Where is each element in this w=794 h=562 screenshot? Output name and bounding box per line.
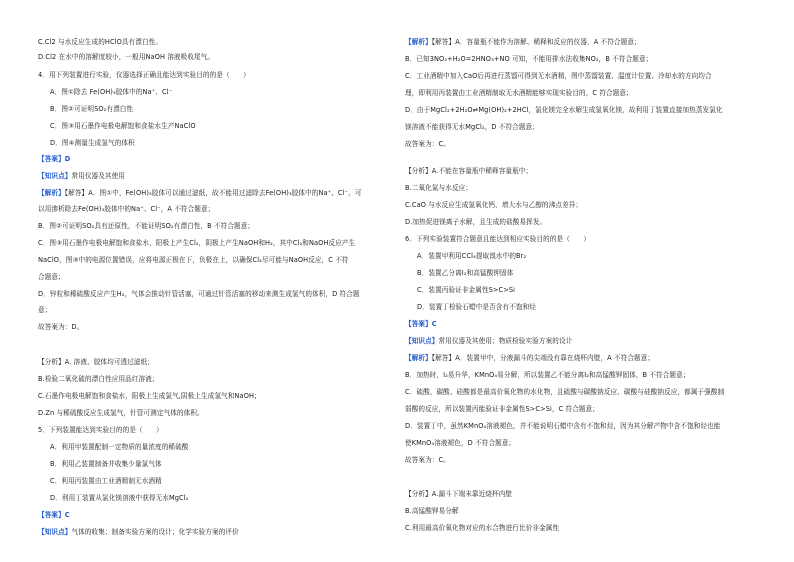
text-line [405, 490, 512, 499]
text-line [405, 123, 539, 132]
line-text: D．由于MgCl₂+2H₂O⇌Mg(OH)₂+2HCl，氯化镁完全水解生成氢氧化镁，故利用丁装置直接加热蒸发氯化 [405, 106, 723, 114]
text-line [405, 422, 721, 431]
text-line [38, 38, 162, 47]
line-text: B．图②可证明SO₂具有还原性，不能证明SO₂有漂白性，B 不符合题意； [38, 222, 255, 230]
text-line [405, 72, 712, 81]
line-text: 常用仪器及其使用；物质检验实验方案的设计 [438, 337, 573, 345]
text-line [405, 320, 437, 329]
text-line [50, 122, 196, 131]
text-line [38, 392, 261, 401]
line-text: A．图①除去 Fe(OH)₃胶体中的Na⁺、Cl⁻ [50, 88, 173, 96]
line-text: 4．用下列装置进行实验，仪器选择正确且能达到实验目的的是（ ） [38, 71, 250, 79]
line-text: D.Cl2 在水中的溶解度较小，一般用NaOH 溶液吸收尾气。 [38, 53, 215, 61]
line-text: C．硫酸、碳酸、硅酸都是最高价氧化物的水化物，且硫酸与碳酸钠反应、碳酸与硅酸钠反应，都属于强酸制 [405, 388, 725, 396]
text-line [405, 337, 572, 346]
line-text: C.CaO 与水反应生成氢氧化钙，增大水与乙醇的沸点差异； [405, 201, 583, 209]
text-line [50, 494, 188, 503]
text-line [417, 286, 515, 295]
line-text: D．利用丁装置从氯化镁溶液中获得无水MgCl₂ [50, 494, 189, 502]
line-text: 意； [38, 306, 52, 314]
text-line [50, 139, 135, 148]
text-line [38, 239, 355, 248]
text-line [405, 354, 654, 363]
text-line [405, 405, 599, 414]
line-text: 合题意； [38, 273, 65, 281]
line-text: 故答案为：C。 [405, 456, 450, 464]
text-line [50, 105, 133, 114]
line-text: 理，即利用丙装置由工业酒精制取无水酒精能够实现实验目的，C 符合题意； [405, 89, 633, 97]
line-text: 【分析】A.不能在容量瓶中稀释容量瓶中； [405, 167, 533, 175]
text-line [417, 252, 526, 261]
line-text: 故答案为：C。 [405, 140, 450, 148]
line-text: 镁溶液不能获得无水MgCl₂，D 不符合题意； [405, 123, 539, 131]
line-text: D．装置丁检验石蜡中是否含有不饱和烃 [417, 303, 536, 311]
line-text: A．利用甲装置配制一定物质的量浓度的稀硫酸 [50, 443, 189, 451]
text-line [405, 218, 546, 227]
line-text: 弱酸的反应，所以装置丙能验证非金属性S>C>Si，C 符合题意； [405, 405, 600, 413]
line-text: C [431, 320, 437, 328]
text-line [405, 184, 472, 193]
line-text: 以用渗析除去Fe(OH)₃胶体中的Na⁺、Cl⁻，A 不符合题意； [38, 205, 215, 213]
section-tag: 【答案】 [38, 155, 65, 163]
text-line [405, 439, 515, 448]
section-tag: 【答案】 [405, 320, 432, 328]
line-text: 【分析】A.漏斗下端未靠近烧杯内壁 [405, 490, 513, 498]
line-text: B．图②可证明SO₂有漂白性 [50, 105, 134, 113]
line-text: C.石墨作电极电解饱和食盐水，阳极上生成氯气,阴极上生成氢气和NaOH； [38, 392, 261, 400]
text-line [405, 371, 690, 380]
text-line [38, 306, 51, 315]
text-line [405, 38, 641, 47]
text-line [405, 89, 633, 98]
line-text: 【解答】A．容量瓶不能作为溶解、稀释和反应的仪器，A 不符合题意； [431, 38, 641, 46]
text-line [405, 140, 450, 149]
section-tag: 【解析】 [405, 354, 432, 362]
text-line [38, 375, 159, 384]
line-text: 【解答】A．图①中，Fe(OH)₃胶体可以通过滤纸，故不能用过滤除去Fe(OH)₃胶体中的Na⁺、Cl⁻，可 [64, 189, 362, 197]
line-text: A．装置甲利用CCl₄提取溴水中的Br₂ [417, 252, 527, 260]
line-text: D．图④测量生成氢气的体积 [50, 139, 135, 147]
text-line [38, 71, 250, 80]
section-tag: 【解析】 [405, 38, 432, 46]
text-line [50, 460, 162, 469]
text-line [405, 106, 723, 115]
text-line [38, 205, 214, 214]
text-line [50, 88, 172, 97]
text-line [38, 511, 70, 520]
text-line [38, 256, 349, 265]
text-line [38, 155, 70, 164]
line-text: B．利用乙装置制备并收集少量氯气体 [50, 460, 162, 468]
line-text: 5．下列装置能达到实验目的的是（ ） [38, 426, 163, 434]
line-text: 故答案为：D。 [38, 323, 84, 331]
text-line [38, 426, 163, 435]
line-text: 6．下列实验装置符合题意且能达到相应实验目的的是（ ） [405, 235, 591, 243]
line-text: C [64, 511, 70, 519]
line-text: C．装置丙验证非金属性S>C>Si [417, 286, 516, 294]
text-line [38, 290, 360, 299]
text-line [405, 388, 724, 397]
line-text: D．锌粒和稀硫酸反应产生H₂，气体会推动针管活塞，可通过针管活塞的移动来测生成氢气的体积，D 符合题 [38, 290, 360, 298]
text-line [38, 528, 239, 537]
line-text: C．图③用石墨作电极电解饱和食盐水，阳极上产生Cl₂，阴极上产生NaOH和H₂，其中Cl₂和NaOH反应产生 [38, 239, 356, 247]
text-line [405, 507, 459, 516]
text-line [38, 189, 362, 198]
line-text: B．加热时，I₂易升华，KMnO₄易分解，所以装置乙不能分离I₂和高锰酸钾固体，B 不符合题意； [405, 371, 690, 379]
line-text: B．已知3NO₂+H₂O=2HNO₃+NO 可知，不能用排水法收集NO₂，B 不符合题意； [405, 55, 653, 63]
line-text: C．工业酒精中加入CaO后再进行蒸馏可得到无水酒精，图中蒸馏装置、温度计位置、冷却水的方向均合 [405, 72, 712, 80]
line-text: 常用仪器及其使用 [71, 172, 126, 180]
line-text: D．装置丁中，虽然KMnO₄溶液褪色，并不能说明石蜡中含有不饱和烃，因为其分解产物中含不饱和烃也能 [405, 422, 721, 430]
section-tag: 【答案】 [38, 511, 65, 519]
text-line [38, 172, 125, 181]
line-text: B．装置乙分离I₂和高锰酸钾固体 [417, 269, 514, 277]
section-tag: 【知识点】 [405, 337, 439, 345]
text-line [417, 303, 536, 312]
line-text: 使KMnO₄溶液褪色，D 不符合题意； [405, 439, 516, 447]
line-text: 气体的收集；制备实验方案的设计；化学实验方案的评价 [71, 528, 239, 536]
line-text: C．利用丙装置由工业酒精制无水酒精 [50, 477, 162, 485]
text-line [405, 201, 582, 210]
line-text: B.二氧化氮与水反应； [405, 184, 473, 192]
text-line [38, 53, 214, 62]
line-text: C.利用最高价氧化物对应的水合物进行比价非金属性 [405, 524, 560, 532]
line-text: D.加热促进镁离子水解，且生成的盐酸易挥发。 [405, 218, 547, 226]
text-line [405, 167, 532, 176]
line-text: B.高锰酸钾易分解 [405, 507, 459, 515]
text-line [38, 273, 65, 282]
line-text: C．图③用石墨作电极电解饱和食盐水生产NaClO [50, 122, 196, 130]
section-tag: 【知识点】 [38, 528, 72, 536]
text-line [405, 456, 450, 465]
text-line [405, 524, 559, 533]
text-line [38, 409, 204, 418]
line-text: 【解答】A．装置甲中，分液漏斗的尖端没有靠在烧杯内壁，A 不符合题意； [431, 354, 655, 362]
text-line [50, 477, 162, 486]
line-text: D [64, 155, 71, 163]
section-tag: 【解析】 [38, 189, 65, 197]
text-line [38, 222, 254, 231]
line-text: C.Cl2 与水反应生成的HClO具有漂白性。 [38, 38, 163, 46]
section-tag: 【知识点】 [38, 172, 72, 180]
line-text: B.检验二氧化硫的漂白性应用品红溶液； [38, 375, 159, 383]
text-line [405, 235, 590, 244]
text-line [38, 323, 83, 332]
text-line [405, 55, 652, 64]
line-text: NaClO，图③中的电源位置错误，应将电源正极在下，负极在上，以确保Cl₂尽可能与NaOH反应，C 不符 [38, 256, 349, 264]
line-text: D.Zn 与稀硫酸反应生成氢气，针管可测定气体的体积。 [38, 409, 204, 417]
text-line [38, 358, 154, 367]
text-line [417, 269, 513, 278]
text-line [50, 443, 189, 452]
line-text: 【分析】A. 溶液、胶体均可透过滤纸； [38, 358, 154, 366]
